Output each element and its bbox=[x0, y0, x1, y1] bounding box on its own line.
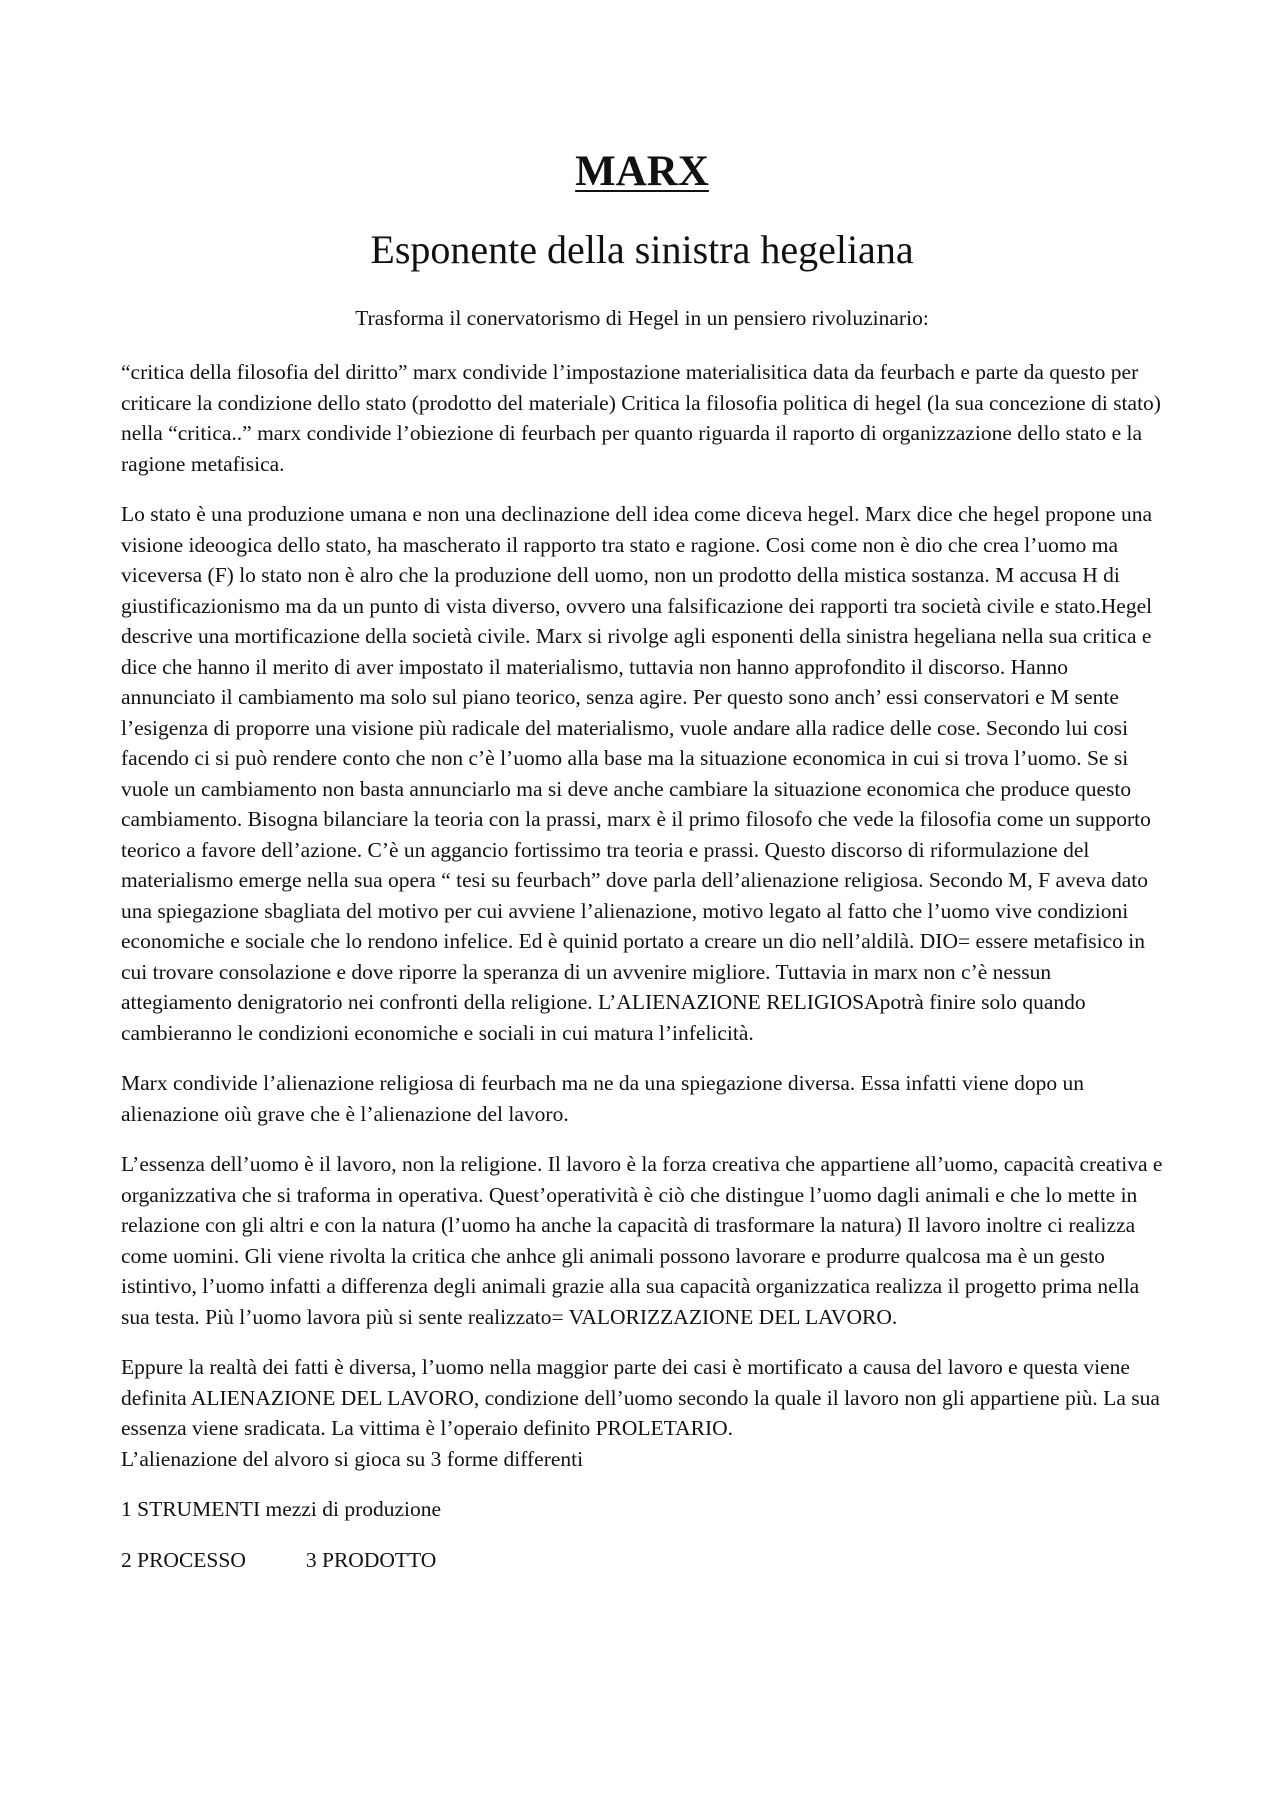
paragraph-alienazione-religiosa: Marx condivide l’alienazione religiosa di feurbach ma ne da una spiegazione diversa. Essa infatti viene dopo un alienazione oiù grave che è l’alienazione del lavoro. bbox=[121, 1071, 1084, 1126]
paragraph-alienazione-lavoro: Eppure la realtà dei fatti è diversa, l’uomo nella maggior parte dei casi è mortificato a causa del lavoro e questa viene definita ALIENAZIONE DEL LAVORO, condizione dell’uomo secondo la quale il lavoro non gli appartiene più. La sua essenza viene sradicata. La vittima è l’operaio definito PROLETARIO. bbox=[121, 1355, 1160, 1440]
document-intro: Trasforma il conervatorismo di Hegel in un pensiero rivoluzinario: bbox=[355, 306, 929, 330]
form-item-prodotto: 3 PRODOTTO bbox=[305, 1547, 437, 1572]
paragraph-critica-diritto: “critica della filosofia del diritto” marx condivide l’impostazione materialisitica data da feurbach e parte da questo per criticare la condizione dello stato (prodotto del materiale) Critica la filosofia politica di hegel (la sua concezione di stato) nella “critica..” marx condivide l’obiezione di feurbach per quanto riguarda il raporto di organizzazione dello stato e la ragione metafisica. bbox=[121, 360, 1161, 476]
paragraph-stato: Lo stato è una produzione umana e non una declinazione dell idea come diceva hegel. Marx dice che hegel propone una visione ideoogica dello stato, ha mascherato il rapporto tra stato e ragione. Cosi come non è dio che crea l’uomo ma viceversa (F) lo stato non è alro che la produzione dell uomo, non un prodotto della mistica sostanza. M accusa H di giustificazionismo ma da un punto di vista diverso, ovvero una falsificazione dei rapporti tra società civile e stato.Hegel descrive una mortificazione della società civile. Marx si rivolge agli esponenti della sinistra hegeliana nella sua critica e dice che hanno il merito di aver impostato il materialismo, tuttavia non hanno approfondito il discorso. Hanno annunciato il cambiamento ma solo sul piano teorico, senza agire. Per questo sono anch’ essi conservatori e M sente l’esigenza di proporre una visione più radicale del materialismo, vuole andare alla radice delle cose. Secondo lui cosi facendo ci si può rendere conto che non c’è l’uomo alla base ma la situazione economica in cui si trova l’uomo. Se si vuole un cambiamento non basta annunciarlo ma si deve anche cambiare la situazione economica che produce questo cambiamento. Bisogna bilanciare la teoria con la prassi, marx è il primo filosofo che vede la filosofia come un supporto teorico a favore dell’azione. C’è un aggancio fortissimo tra teoria e prassi. Questo discorso di riformulazione del materialismo emerge nella sua opera “ tesi su feurbach” dove parla dell’alienazione religiosa. Secondo M, F aveva dato una spiegazione sbagliata del motivo per cui avviene l’alienazione, motivo legato al fatto che l’uomo vive condizioni economiche e sociale che lo rendono infelice. Ed è quinid portato a creare un dio nell’aldilà. DIO= essere metafisico in cui trovare consolazione e dove riporre la speranza di un avvenire migliore. Tuttavia in marx non c’è nessun attegiamento denigratorio nei confronti della religione. L’ALIENAZIONE RELIGIOSApotrà finire solo quando cambieranno le condizioni economiche e sociali in cui matura l’infelicità. bbox=[121, 502, 1153, 1045]
form-items-row bbox=[121, 1545, 1163, 1576]
form-item-strumenti: 1 STRUMENTI mezzi di produzione bbox=[121, 1497, 442, 1521]
document-body bbox=[121, 357, 1163, 1575]
document-title: MARX bbox=[575, 148, 709, 195]
paragraph-essenza-lavoro: L’essenza dell’uomo è il lavoro, non la religione. Il lavoro è la forza creativa che appartiene all’uomo, capacità creativa e organizzativa che si traforma in operativa. Quest’operatività è ciò che distingue l’uomo dagli animali e che lo mette in relazione con gli altri e con la natura (l’uomo ha anche la capacità di trasformare la natura) Il lavoro inoltre ci realizza come uomini. Gli viene rivolta la critica che anhce gli animali possono lavorare e produrre qualcosa ma è un gesto istintivo, l’uomo infatti a differenza degli animali grazie alla sua capacità organizzatica realizza il progetto prima nella sua testa. Più l’uomo lavora più si sente realizzato= VALORIZZAZIONE DEL LAVORO. bbox=[121, 1152, 1163, 1329]
paragraph-forme: L’alienazione del alvoro si gioca su 3 forme differenti bbox=[121, 1446, 584, 1471]
form-item-processo: 2 PROCESSO bbox=[121, 1547, 246, 1572]
document-subtitle: Esponente della sinistra hegeliana bbox=[370, 227, 914, 272]
